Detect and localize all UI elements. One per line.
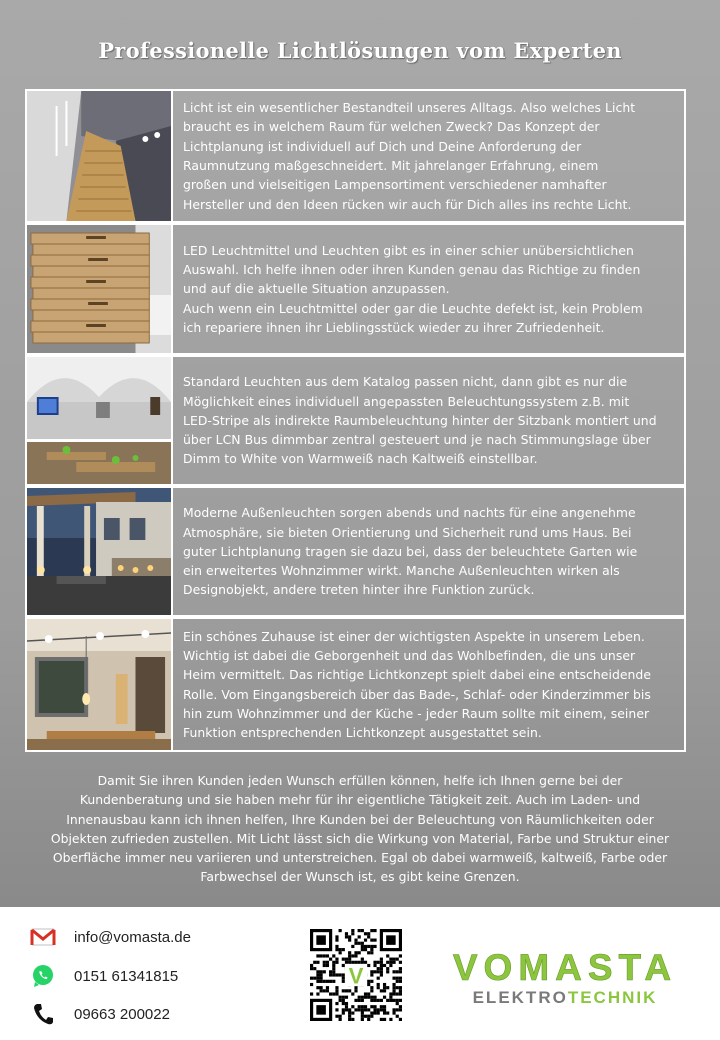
section-text: Standard Leuchten aus dem Katalog passen nicht, dann gibt es nur die Möglichkeit eines individuell angepassten Beleuchtungssystem z.B. mit LED-Stripe als indirekte Raumbeleuchtung hinter der Sitzbank montiert und über LCN Bus dimmbar zentral gesteuert und je nach Stimmungslage über Dimm to White von Warmweiß nach Kaltweiß einstellbar. — [183, 374, 657, 467]
contact-phone[interactable] — [30, 1002, 170, 1026]
vaulted-room-lighting-photo — [27, 357, 173, 484]
section-text: Moderne Außenleuchten sorgen abends und nachts für eine angenehme Atmosphäre, sie bieten Orientierung und Sicherheit rund ums Haus. Bei guter Lichtplanung tragen sie dazu bei, dass der beleuchtete Garten wie ein erweitertes Wohnzimmer wirkt. Manche Außenleuchten wirken als Designobjekt, andere treten hinter ihre Funktion zurück. — [183, 505, 638, 598]
section-vaulted-room — [25, 355, 686, 486]
section-text: Ein schönes Zuhause ist einer der wichtigsten Aspekte in unserem Leben. Wichtig ist dabei die Geborgenheit und das Wohlbefinden, die uns unser Heim vermittelt. Das richtige Lichtkonzept spielt dabei eine entscheidende Rolle. Vom Eingangsbereich über das Bade-, Schlaf- oder Kinderzimmer bis hin zum Wohnzimmer und der Küche - jeder Raum sollte mit einem, seiner Funktion entsprechenden Lichtkonzept ausgestattet sein. — [183, 628, 652, 741]
staircase-lighting-photo — [27, 91, 173, 221]
section-dining — [25, 617, 686, 752]
email-address[interactable]: info@vomasta.de — [74, 928, 191, 946]
section-text: Licht ist ein wesentlicher Bestandteil unseres Alltags. Also welches Licht braucht es in welchem Raum für welchen Zweck? Das Konzept der Lichtplanung ist individuell auf Dich und Deine Anforderung der Raumnutzung maßgeschneidert. Mit jahrelanger Erfahrung, einem großen und vielseitigen Lampensortiment verschiedener namhafter Hersteller und den Ideen rücken wir auch für Dich alles ins rechte Licht. — [183, 100, 636, 212]
qr-code-icon[interactable] — [310, 929, 402, 1021]
outdoor-house-lighting-photo — [27, 488, 173, 615]
section-outdoor — [25, 486, 686, 617]
dining-room-lighting-photo — [27, 619, 173, 750]
whatsapp-number[interactable]: 0151 61341815 — [74, 967, 179, 985]
page-title: Professionelle Lichtlösungen vom Experten — [98, 38, 622, 63]
svg-text:ELEKTROTECHNIK — [473, 988, 658, 1007]
section-text: LED Leuchtmittel und Leuchten gibt es in einer schier unübersichtlichen Auswahl. Ich helfe ihnen oder ihren Kunden genau das Richtige zu finden und auf die aktuelle Situation anzupassen. Auch wenn ein Leuchtmittel oder gar die Leuchte defekt ist, kein Problem ich repariere ihnen ihr Lieblingsstück wieder zu ihrer Zufriedenheit. — [183, 242, 643, 335]
mail-icon — [30, 925, 56, 949]
contact-email[interactable] — [30, 925, 191, 949]
logo-brand: VOMASTA — [452, 948, 678, 988]
closing-paragraph: Damit Sie ihren Kunden jeden Wunsch erfüllen können, helfe ich Ihnen gerne bei der Kundenberatung und sie haben mehr für ihr eigentliche Tätigkeit zeit. Auch im Laden- und Innenausbau kann ich ihnen helfen, Ihre Kunden bei der Beleuchtung von Räumlichkeiten oder Objekten zufrieden zustellen. Mit Licht lässt sich die Wirkung von Material, Farbe und Struktur einer Oberfläche immer neu variieren und unterstreichen. Egal ob dabei warmweiß, kaltweiß, Farbe oder Farbwechsel der Wunsch ist, es gibt keine Grenzen. — [50, 773, 670, 885]
svg-text:V: V — [348, 963, 364, 989]
whatsapp-icon — [30, 964, 56, 988]
phone-icon — [30, 1002, 56, 1026]
section-staircase — [25, 89, 686, 223]
phone-number[interactable]: 09663 200022 — [74, 1005, 170, 1023]
vomasta-logo — [433, 948, 698, 1008]
logo-sub-prefix: ELEKTRO — [472, 988, 568, 1007]
stacked-lamp-boxes-photo — [27, 225, 173, 353]
contact-whatsapp[interactable] — [30, 964, 178, 988]
section-lamp-boxes — [25, 223, 686, 355]
logo-sub-suffix: TECHNIK — [567, 988, 658, 1007]
